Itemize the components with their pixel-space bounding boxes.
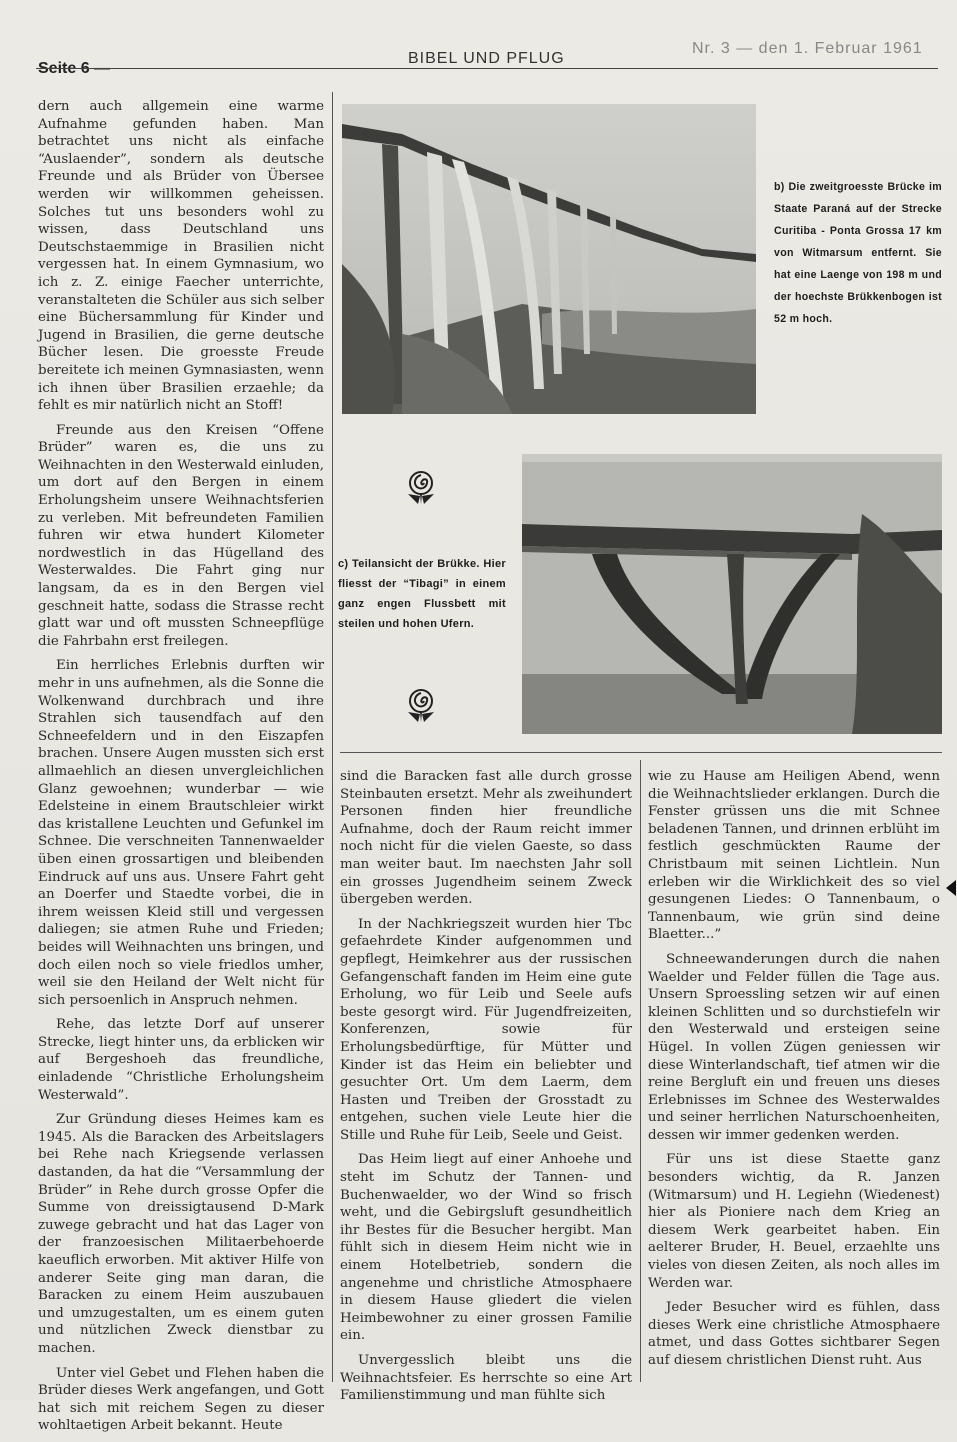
- page-edge-marker-icon: [946, 880, 956, 896]
- page-header: [36, 40, 936, 77]
- article-column-3: [648, 768, 940, 1377]
- paragraph: Ein herrliches Erlebnis durften wir mehr in uns aufnehmen, als die Sonne die Wolkenwand durchbrach und ihre Strahlen sich tausendfach auf den Schneefeldern und in den Eiszapfen brachen. Unsere Augen mussten sich erst allmaehlich an diesen unvergleichlichen Glanz gewoehnen; wunderbar — wie Edelsteine in einem Brautschleier wirkt das kristallene Leuchten und Gefunkel im Schnee. Die verschneiten Tannenwaelder üben einen grossartigen und bleibenden Eindruck auf uns aus. Unsere Fahrt geht an Doerfer und Staedte vorbei, die in ihrem weissen Kleid still und vergessen daliegen; sie atmen Ruhe und Frieden; beides will Weihnachten uns bringen, und doch eilen noch so viele friedlos umher, weil sie den Heiland der Welt nicht für sich persoenlich in Anspruch nehmen.: [38, 658, 324, 1008]
- paragraph: Schneewanderungen durch die nahen Waelder und Felder füllen die Tage aus. Unsern Sproessling setzen wir auf einen kleinen Schlitten und so durchstiefeln wir den Westerwald und ersteigen seine Hügel. In vollen Zügen geniessen wir diese Winterlandschaft, tief atmen wir die reine Bergluft ein und freuen uns dieses Erlebnisses im Schnee des Westerwaldes und seiner herrlichen Naturschoenheiten, dessen wir immer gedenken werden.: [648, 951, 940, 1143]
- column-divider: [640, 760, 641, 1382]
- article-column-1: [38, 98, 324, 1442]
- article-column-2: [340, 768, 632, 1412]
- paragraph: Rehe, das letzte Dorf auf unserer Strecke, liegt hinter uns, da erblicken wir auf Bergeshoeh das freundliche, einladende “Christliche Erholungsheim Westerwald”.: [38, 1017, 324, 1103]
- paragraph: sind die Baracken fast alle durch grosse Steinbauten ersetzt. Mehr als zweihundert Personen finden hier freundliche Aufnahme, doch der Raum reicht immer noch nicht für die vielen Gaeste, so dass man weiter baut. Im naechsten Jahr soll ein grosses Jugendheim seinem Zweck übergeben werden.: [340, 769, 632, 908]
- photo-caption-b: b) Die zweitgroesste Brücke im Staate Paraná auf der Strecke Curitiba - Ponta Grossa 17 km von Witmarsum entfernt. Sie hat eine Laenge von 198 m und der hoechste Brükkenbogen ist 52 m hoch.: [774, 181, 942, 325]
- column-divider: [332, 92, 333, 1382]
- rose-ornament-icon: [404, 688, 438, 724]
- page-number: Seite 6 —: [38, 60, 111, 77]
- paragraph: Für uns ist diese Staette ganz besonders wichtig, da R. Janzen (Witmarsum) und H. Legiehn (Wiedenest) hier als Pioniere nach dem Krieg an diesem Werk gearbeitet haben. Ein aelterer Bruder, H. Beuel, erzaehlte uns vieles von diesen Zeiten, als noch alles im Werden war.: [648, 1152, 940, 1291]
- paragraph: dern auch allgemein eine warme Aufnahme gefunden haben. Man betrachtet uns nicht als einfache “Auslaender”, sondern als deutsche Freunde und als Brüder von Übersee werden wir willkommen geheissen. Solches tut uns besonders wohl zu wissen, dass Deutschland uns Deutschstaemmige in Brasilien nicht vergessen hat. In einem Gymnasium, wo ich z. Z. einige Faecher unterrichte, veranstalteten die Schüler aus sich selber eine Büchersammlung für Kinder und Jugend in Brasilien, die gerne deutsche Bücher lesen. Die groesste Freude bereitete ich meinen Gymnasiasten, wenn ich ihnen über Brasilien erzaehle; da fehlt es mir natürlich nicht an Stoff!: [38, 99, 324, 414]
- paragraph: Freunde aus den Kreisen “Offene Brüder” waren es, die uns zu Weihnachten in den Westerwald einluden, um dort auf den Bergen in einem Erholungsheim unsere Weihnachtsferien zu verleben. Mit befreundeten Familien fuhren wir etwa hundert Kilometer nordwestlich in das Hügelland des Westerwaldes. Die Fahrt ging nur langsam, da es in den Bergen viel geschneit hatte, sodass die Strasse recht glatt war und oft mussten Schneepflüge die Fahrbahn erst freilegen.: [38, 422, 324, 649]
- bridge-photo-b: [342, 104, 756, 414]
- paragraph: Jeder Besucher wird es fühlen, dass dieses Werk eine christliche Atmosphaere atmet, und dass Gottes sichtbarer Segen auf diesem christlichen Dienst ruht. Aus: [648, 1300, 940, 1368]
- bridge-photo-c: [522, 454, 942, 734]
- section-rule: [340, 752, 942, 753]
- photo-caption-c: c) Teilansicht der Brükke. Hier fliesst der “Tibagi” in einem ganz engen Flussbett mit steilen und hohen Ufern.: [338, 558, 506, 630]
- header-rule: [36, 68, 938, 69]
- paragraph: Unter viel Gebet und Flehen haben die Brüder dieses Werk angefangen, und Gott hat sich mit reichem Segen zu dieser wohltaetigen Arbeit bekannt. Heute: [38, 1365, 324, 1434]
- paragraph: Unvergesslich bleibt uns die Weihnachtsfeier. Es herrschte so eine Art Familienstimmung und man fühlte sich: [340, 1353, 632, 1404]
- issue-date: Nr. 3 — den 1. Februar 1961: [692, 40, 923, 57]
- paragraph: Das Heim liegt auf einer Anhoehe und steht im Schutz der Tannen- und Buchenwaelder, wo der Wind so frisch weht, und die Gebirgsluft gesundheitlich ihr Bestes für die Besucher hergibt. Man fühlt sich in diesem Heim nicht wie in einem Hotelbetrieb, sondern die angenehme und christliche Atmosphaere in diesem Hause gliedert die vielen Heimbewohner zu einer grossen Familie ein.: [340, 1152, 632, 1344]
- paragraph: wie zu Hause am Heiligen Abend, wenn die Weihnachtslieder erklangen. Durch die Fenster grüssen uns die mit Schnee beladenen Tannen, und drinnen erblüht im festlich geschmückten Raume der Christbaum mit seinen Lichtlein. Nun erleben wir die Wirklichkeit des so viel gesungenen Liedes: O Tannenbaum, o Tannenbaum, wie grün sind deine Blaetter...”: [648, 769, 940, 943]
- paragraph: Zur Gründung dieses Heimes kam es 1945. Als die Baracken des Arbeitslagers bei Rehe nach Kriegsende verlassen dastanden, da hat die “Versammlung der Brüder” in Rehe durch grosse Opfer die Summe von dreissigtausend D-Mark zuwege gebracht und hat das Lager von der franzoesischen Militaerbehoerde kaeuflich erworben. Mit aktiver Hilfe von anderer Seite ging man daran, die Baracken zu einem Heim auszubauen und umzugestalten, um es einem guten und nützlichen Zweck dienstbar zu machen.: [38, 1112, 324, 1356]
- rose-ornament-icon: [404, 470, 438, 506]
- publication-title: BIBEL UND PFLUG: [408, 50, 565, 67]
- paragraph: In der Nachkriegszeit wurden hier Tbc gefaehrdete Kinder aufgenommen und gepflegt, Heimkehrer aus der russischen Gefangenschaft fanden im Heim eine gute Erholung, wo für Leib und Seele aufs beste gesorgt wird. Für Jugendfreizeiten, Konferenzen, sowie für Erholungsbedürftige, für Mütter und Kinder ist das Heim ein beliebter und gesuchter Ort. Um dem Laerm, dem Hasten und Treiben der Grosstadt zu entgehen, suchen viele Leute hier die Stille und Ruhe für Leib, Seele und Geist.: [340, 916, 632, 1143]
